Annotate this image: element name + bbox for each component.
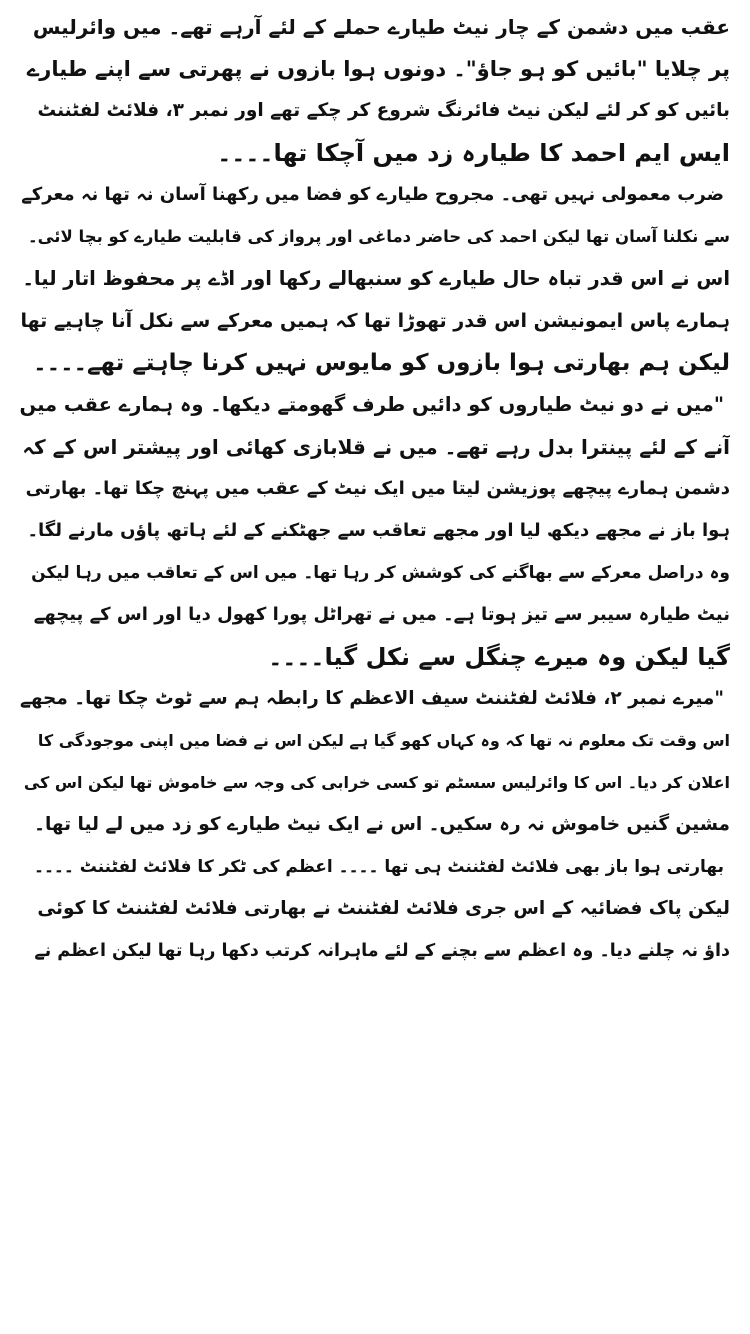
text-line: بائیں کو کر لئے لیکن نیٹ فائرنگ شروع کر چکے تھے اور نمبر ۳، فلائٹ لفٹننٹ <box>37 100 730 121</box>
text-line: اس نے اس قدر تباہ حال طیارے کو سنبھالے رکھا اور اڈے پر محفوظ اتار لیا۔ <box>22 267 730 290</box>
text-line: داؤ نہ چلنے دیا۔ وہ اعظم سے بچنے کے لئے ماہرانہ کرتب دکھا رہا تھا لیکن اعظم نے <box>34 941 730 961</box>
paragraph-4 <box>20 678 730 846</box>
text-line: عقب میں دشمن کے چار نیٹ طیارے حملے کے لئے آرہے تھے۔ میں وائرلیس <box>32 15 730 39</box>
text-line: مشین گنیں خاموش نہ رہ سکیں۔ اس نے ایک نیٹ طیارے کو زد میں لے لیا تھا۔ <box>34 814 730 835</box>
text-line: ہمارے پاس ایمونیشن اس قدر تھوڑا تھا کہ ہمیں معرکے سے نکل آنا چاہیے تھا <box>20 310 730 332</box>
text-line: ایس ایم احمد کا طیارہ زد میں آچکا تھا۔۔۔۔ <box>217 139 730 167</box>
text-line: آنے کے لئے پینترا بدل رہے تھے۔ میں نے قلابازی کھائی اور پیشتر اس کے کہ <box>22 435 730 459</box>
text-line: اس وقت تک معلوم نہ تھا کہ وہ کہاں کھو گیا ہے لیکن اس نے فضا میں اپنی موجودگی کا <box>37 731 730 750</box>
paragraph-1 <box>20 6 730 174</box>
text-line: "میرے نمبر ۲، فلائٹ لفٹننٹ سیف الاعظم کا رابطہ ہم سے ٹوٹ چکا تھا۔ مجھے <box>20 688 724 709</box>
text-line: گیا لیکن وہ میرے چنگل سے نکل گیا۔۔۔۔ <box>268 643 730 671</box>
paragraph-3 <box>20 384 730 678</box>
text-line: پر چلایا "بائیں کو ہو جاؤ"۔ دونوں ہوا بازوں نے پھرتی سے اپنے طیارے <box>26 57 730 81</box>
text-line: دشمن ہمارے پیچھے پوزیشن لیتا میں ایک نیٹ کے عقب میں پہنچ چکا تھا۔ بھارتی <box>25 478 730 499</box>
text-line: اعلان کر دیا۔ اس کا وائرلیس سسٹم تو کسی خرابی کی وجہ سے خاموش تھا لیکن اس کی <box>23 773 730 792</box>
text-line: ضرب معمولی نہیں تھی۔ مجروح طیارے کو فضا میں رکھنا آسان نہ تھا نہ معرکے <box>21 184 724 205</box>
text-line: سے نکلنا آسان تھا لیکن احمد کی حاضر دماغی اور پرواز کی قابلیت طیارے کو بچا لائی۔ <box>27 227 730 246</box>
text-line: ہوا باز نے مجھے دیکھ لیا اور مجھے تعاقب سے جھٹکنے کے لئے ہاتھ پاؤں مارنے لگا۔ <box>27 520 730 541</box>
text-line: لیکن ہم بھارتی ہوا بازوں کو مایوس نہیں کرنا چاہتے تھے۔۔۔۔ <box>33 350 730 376</box>
text-line: لیکن پاک فضائیہ کے اس جری فلائٹ لفٹننٹ نے بھارتی فلائٹ لفٹننٹ کا کوئی <box>37 898 730 919</box>
paragraph-5 <box>20 846 730 972</box>
text-line: وہ دراصل معرکے سے بھاگنے کی کوشش کر رہا تھا۔ میں اس کے تعاقب میں رہا لیکن <box>31 563 730 583</box>
paragraph-2 <box>20 174 730 384</box>
text-line: "میں نے دو نیٹ طیاروں کو دائیں طرف گھومتے دیکھا۔ وہ ہمارے عقب میں <box>20 393 724 416</box>
text-line: نیٹ طیارہ سیبر سے تیز ہوتا ہے۔ میں نے تھراٹل پورا کھول دیا اور اس کے پیچھے <box>33 604 730 625</box>
text-line: بھارتی ہوا باز بھی فلائٹ لفٹننٹ ہی تھا ۔۔۔۔ اعظم کی ٹکر کا فلائٹ لفٹننٹ ۔۔۔۔ <box>33 857 724 877</box>
